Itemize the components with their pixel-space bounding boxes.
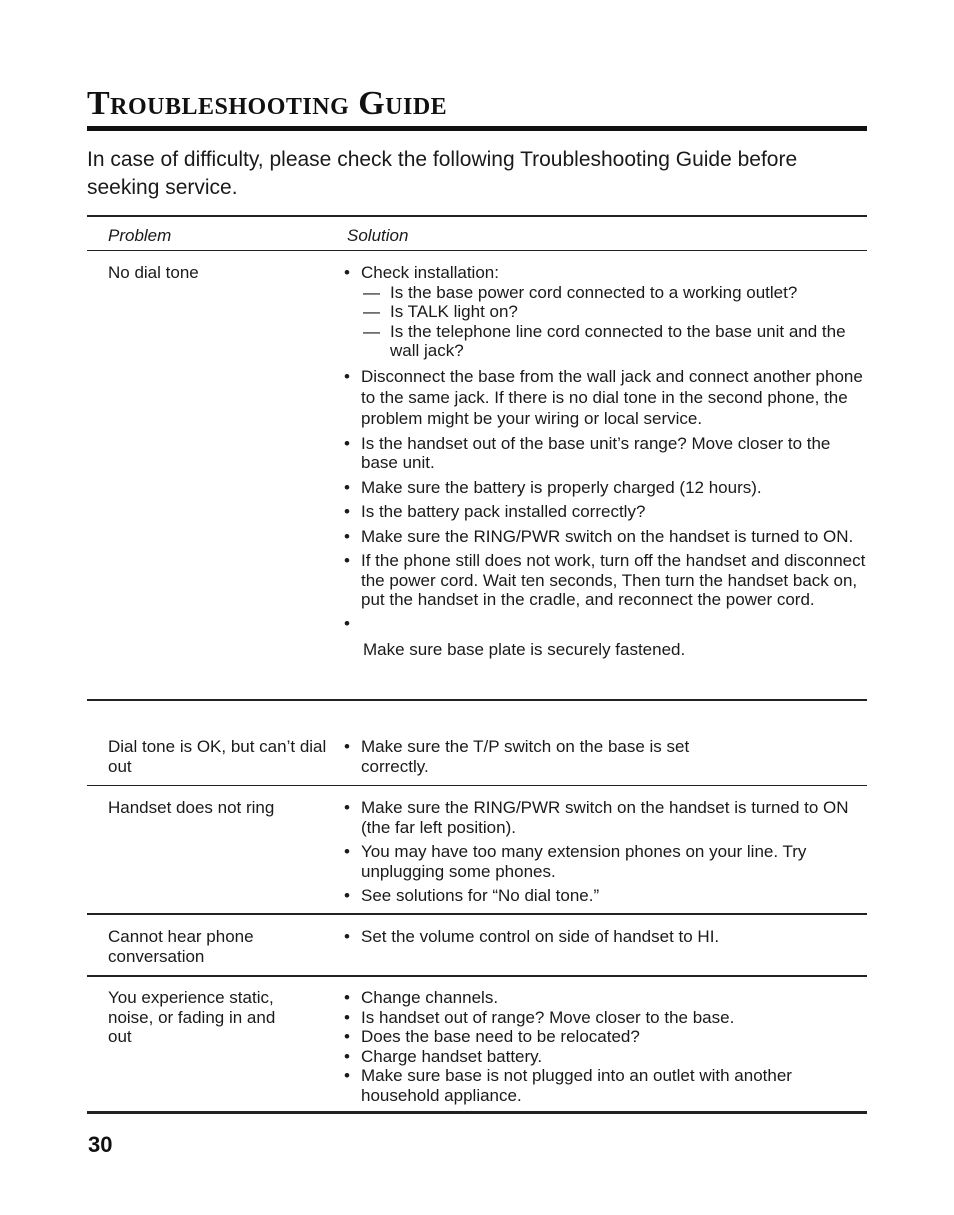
solution-item: • Make sure the RING/PWR switch on the handset is turned to ON. bbox=[344, 527, 869, 547]
solution-list-no-dial-tone bbox=[344, 263, 869, 659]
solution-item: • You may have too many extension phones on your line. Try unplugging some phones. bbox=[344, 842, 869, 881]
problem-static-noise-fading: You experience static, noise, or fading in and out bbox=[108, 988, 276, 1046]
solution-item: • Change channels. bbox=[344, 988, 844, 1008]
solution-item: • Check installation: bbox=[344, 263, 869, 283]
problem-handset-does-not-ring: Handset does not ring bbox=[108, 798, 275, 817]
solution-subitem: — Is TALK light on? bbox=[344, 302, 869, 322]
solution-item: • See solutions for “No dial tone.” bbox=[344, 886, 869, 906]
title-rule bbox=[87, 126, 867, 131]
solution-item: • Charge handset battery. bbox=[344, 1047, 844, 1067]
solution-list-cannot-hear bbox=[344, 927, 874, 947]
solution-list-static-noise bbox=[344, 988, 844, 1105]
problem-cant-dial-out: Dial tone is OK, but can’t dial out bbox=[108, 737, 327, 776]
solution-list-handset-does-not-ring bbox=[344, 798, 869, 906]
problem-cannot-hear-conversation: Cannot hear phone conversation bbox=[108, 927, 254, 966]
solution-item: • Disconnect the base from the wall jack and connect another phone to the same jack. If there is no dial tone in the second phone, the problem might be your wiring or local service. bbox=[344, 366, 869, 429]
solution-subitem: — Is the base power cord connected to a working outlet? bbox=[344, 283, 869, 303]
row-divider bbox=[87, 785, 867, 786]
solution-item: • Set the volume control on side of handset to HI. bbox=[344, 927, 874, 947]
intro-text: In case of difficulty, please check the following Troubleshooting Guide before seeking service. bbox=[87, 148, 798, 199]
solution-subitem: — Is the telephone line cord connected to the base unit and the wall jack? bbox=[344, 322, 869, 361]
solution-bullet: • bbox=[344, 613, 350, 633]
solution-item: • Make sure the battery is properly charged (12 hours). bbox=[344, 478, 869, 498]
solution-item: • If the phone still does not work, turn off the handset and disconnect the power cord. Wait ten seconds, Then turn the handset back on, put the handset in the cradle, and reconnect the power cord. bbox=[344, 551, 869, 610]
solution-item: • Make sure the T/P switch on the base is set correctly. bbox=[344, 737, 734, 776]
solution-item: • Is the battery pack installed correctly? bbox=[344, 502, 869, 522]
solution-list-cant-dial-out bbox=[344, 737, 734, 776]
table-bottom-rule bbox=[87, 1111, 867, 1114]
header-rule bbox=[87, 250, 867, 251]
solution-item: Make sure base plate is securely fastened. bbox=[363, 639, 686, 659]
row-divider bbox=[87, 699, 867, 701]
solution-item: • Make sure the RING/PWR switch on the handset is turned to ON (the far left position). bbox=[344, 798, 869, 837]
row-divider bbox=[87, 975, 867, 977]
table-top-rule bbox=[87, 215, 867, 217]
page-title: Troubleshooting Guide bbox=[87, 85, 448, 122]
row-divider bbox=[87, 913, 867, 915]
solution-item: • Is the handset out of the base unit’s range? Move closer to the base unit. bbox=[344, 434, 869, 473]
page-number: 30 bbox=[88, 1132, 113, 1157]
solution-item: • Is handset out of range? Move closer to the base. bbox=[344, 1008, 844, 1028]
solution-item: • Does the base need to be relocated? bbox=[344, 1027, 844, 1047]
solution-item: • Make sure base is not plugged into an outlet with another household appliance. bbox=[344, 1066, 844, 1105]
column-header-solution: Solution bbox=[347, 226, 409, 245]
problem-no-dial-tone: No dial tone bbox=[108, 263, 199, 282]
column-header-problem: Problem bbox=[108, 226, 172, 245]
